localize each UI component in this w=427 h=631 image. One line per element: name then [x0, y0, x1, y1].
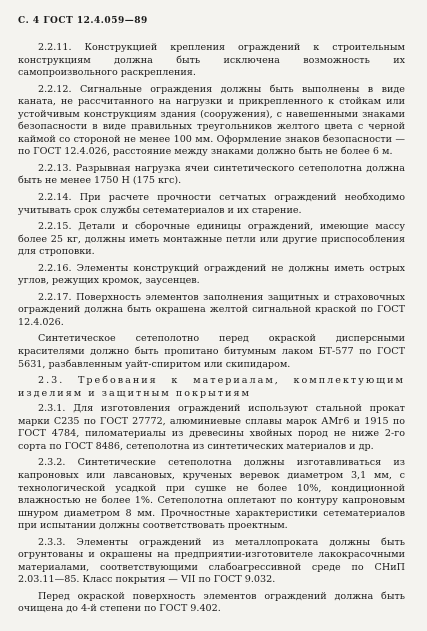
clause-2-2-12: 2.2.12. Сигнальные ограждения должны быть выполнены в виде каната, не рассчитанного на нагрузки и прикрепленного к стойкам или устойчивым конструкциям здания (сооружения), с навешенными знаками безопасности в виде правильных треугольников желтого цвета с черной каймой со стороной не менее 100 мм. Оформление знаков безопасности — по ГОСТ 12.4.026, расстояние между знаками должно быть не более 6 м.: [18, 83, 405, 158]
clause-2-2-11: 2.2.11. Конструкцией крепления ограждений к строительным конструкциям должна быть исключена возможность их самопроизвольного раскрепления.: [18, 42, 405, 79]
clause-2-2-15: 2.2.15. Детали и сборочные единицы ограждений, имеющие массу более 25 кг, должны иметь монтажные петли или другие приспособления для строповки.: [18, 221, 405, 258]
clause-2-3-1: 2.3.1. Для изготовления ограждений используют стальной прокат марки С235 по ГОСТ 27772, алюминиевые сплавы марок АМг6 и 1915 по ГОСТ 4784, пиломатериалы из древесины хвойных пород не ниже 2-го сорта по ГОСТ 8486, сетеполотна из синтетических материалов и др.: [18, 403, 405, 452]
clause-2-3-3: 2.3.3. Элементы ограждений из металлопроката должны быть огрунтованы и окрашены на предприятии-изготовителе лакокрасочными материалами, соответствующими слабоагрессивной среде по СНиП 2.03.11—85. Класс покрытия — VII по ГОСТ 9.032.: [18, 536, 405, 586]
surface-cleaning-note: Перед окраской поверхность элементов ограждений должна быть очищена до 4-й степени по ГОСТ 9.402.: [18, 590, 405, 615]
section-title-2-3: 2.3. Требования к материалам, комплектующим изделиям и защитным покрытиям: [18, 375, 405, 399]
clause-2-2-17: 2.2.17. Поверхность элементов заполнения защитных и страховочных ограждений должна быть окрашена желтой сигнальной краской по ГОСТ 12.4.026.: [18, 291, 405, 328]
clause-2-2-13: 2.2.13. Разрывная нагрузка ячеи синтетического сетеполотна должна быть не менее 1750 Н (175 кгс).: [18, 162, 405, 187]
clause-2-2-16: 2.2.16. Элементы конструкций ограждений не должны иметь острых углов, режущих кромок, заусенцев.: [18, 262, 405, 287]
clause-2-2-14: 2.2.14. При расчете прочности сетчатых ограждений необходимо учитывать срок службы сетематериалов и их старение.: [18, 192, 405, 216]
clause-2-3-2: 2.3.2. Синтетические сетеполотна должны изготавливаться из капроновых или лавсановых, крученых веревок диаметром 3,1 мм, с технологической усадкой при сушке не более 10%, кондиционной влажностью не более 1%. Сетеполотна оплетают по контуру капроновым шнуром диаметром 8 мм. Прочностные характеристики сетематериалов при испытании должны соответствовать проектным.: [18, 457, 405, 532]
page-header: С. 4 ГОСТ 12.4.059—89: [18, 16, 148, 26]
net-painting-note: Синтетическое сетеполотно перед окраской дисперсными красителями должно быть пропитано битумным лаком БТ-577 по ГОСТ 5631, разбавленным уайт-спиритом или скипидаром.: [18, 333, 405, 370]
